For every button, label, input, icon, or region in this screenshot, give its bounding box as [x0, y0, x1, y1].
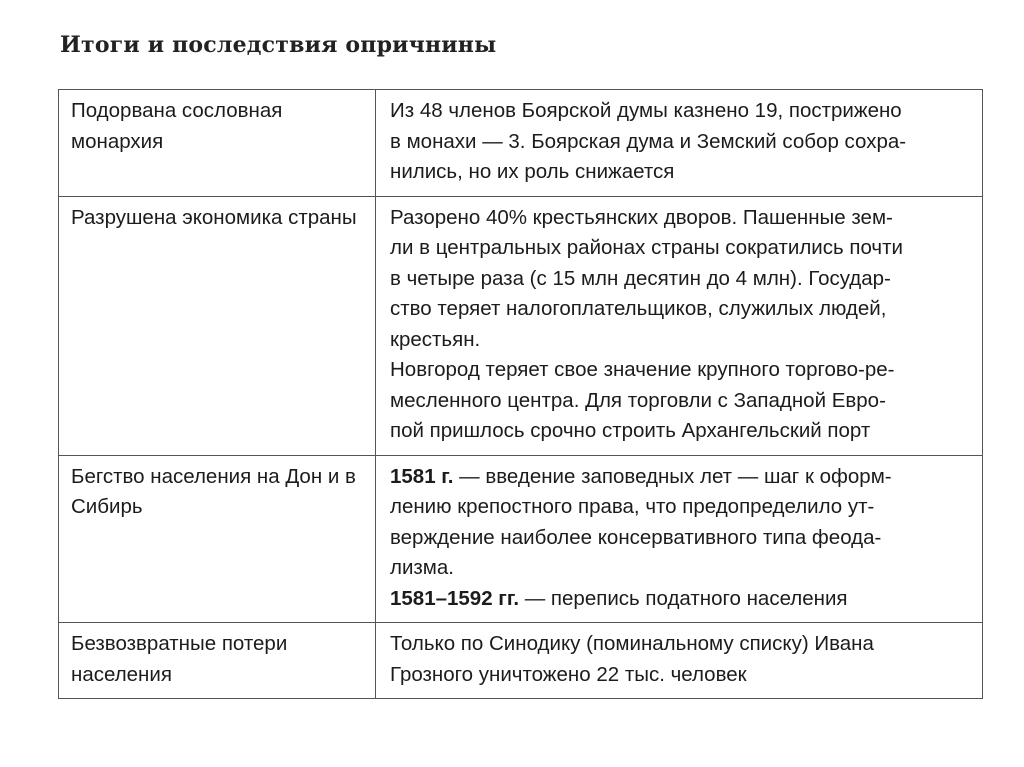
consequence-cell [59, 196, 376, 455]
details-cell [376, 90, 983, 197]
consequence-text: Разрушена экономика страны [71, 205, 357, 229]
details-line: нились, но их роль снижается [390, 160, 675, 183]
details-text: — перепись податного населения [519, 586, 848, 610]
table-row [59, 90, 983, 197]
consequence-cell [59, 623, 376, 699]
consequence-cell [59, 90, 376, 197]
page-title: Итоги и последствия опричнины [60, 32, 497, 58]
details-line [390, 462, 972, 493]
details-cell [376, 623, 983, 699]
details-line: верждение наиболее консервативного типа феода- [390, 525, 882, 549]
details-line: лизма. [390, 556, 455, 579]
details-line: пой пришлось срочно строить Архангельский порт [390, 419, 871, 442]
details-line: Разорено 40% крестьянских дворов. Пашенные зем- [390, 205, 893, 229]
details-line: в четыре раза (с 15 млн десятин до 4 млн). Государ- [390, 266, 891, 290]
date-label: 1581–1592 гг. [390, 586, 520, 610]
details-line: ли в центральных районах страны сократились почти [390, 236, 903, 259]
details-line: крестьян. [390, 327, 481, 351]
details-cell [376, 455, 983, 623]
table-row [59, 455, 983, 623]
consequence-text: Безвозвратные потери населения [71, 632, 288, 686]
details-line: Грозного уничтожено 22 тыс. человек [390, 662, 747, 686]
details-line: ство теряет налогоплательщиков, служилых людей, [390, 297, 887, 320]
details-line [390, 584, 972, 615]
details-line: Только по Синодику (поминальному списку) Ивана [390, 632, 874, 655]
consequence-cell [59, 455, 376, 623]
details-cell [376, 196, 983, 455]
consequence-text: Подорвана сословная монархия [71, 99, 283, 153]
details-line: Из 48 членов Боярской думы казнено 19, пострижено [390, 99, 902, 122]
consequence-text: Бегство населения на Дон и в Сибирь [71, 464, 356, 518]
details-line: месленного центра. Для торговли с Западной Евро- [390, 388, 886, 412]
date-label: 1581 г. [390, 464, 454, 488]
details-line: Новгород теряет свое значение крупного торгово-ре- [390, 358, 895, 381]
table-row [59, 196, 983, 455]
details-line: лению крепостного права, что предопределило ут- [390, 495, 875, 518]
table-row [59, 623, 983, 699]
details-text: — введение заповедных лет — шаг к оформ- [453, 464, 892, 488]
details-line: в монахи — 3. Боярская дума и Земский собор сохра- [390, 129, 907, 153]
outcomes-table [58, 89, 983, 699]
